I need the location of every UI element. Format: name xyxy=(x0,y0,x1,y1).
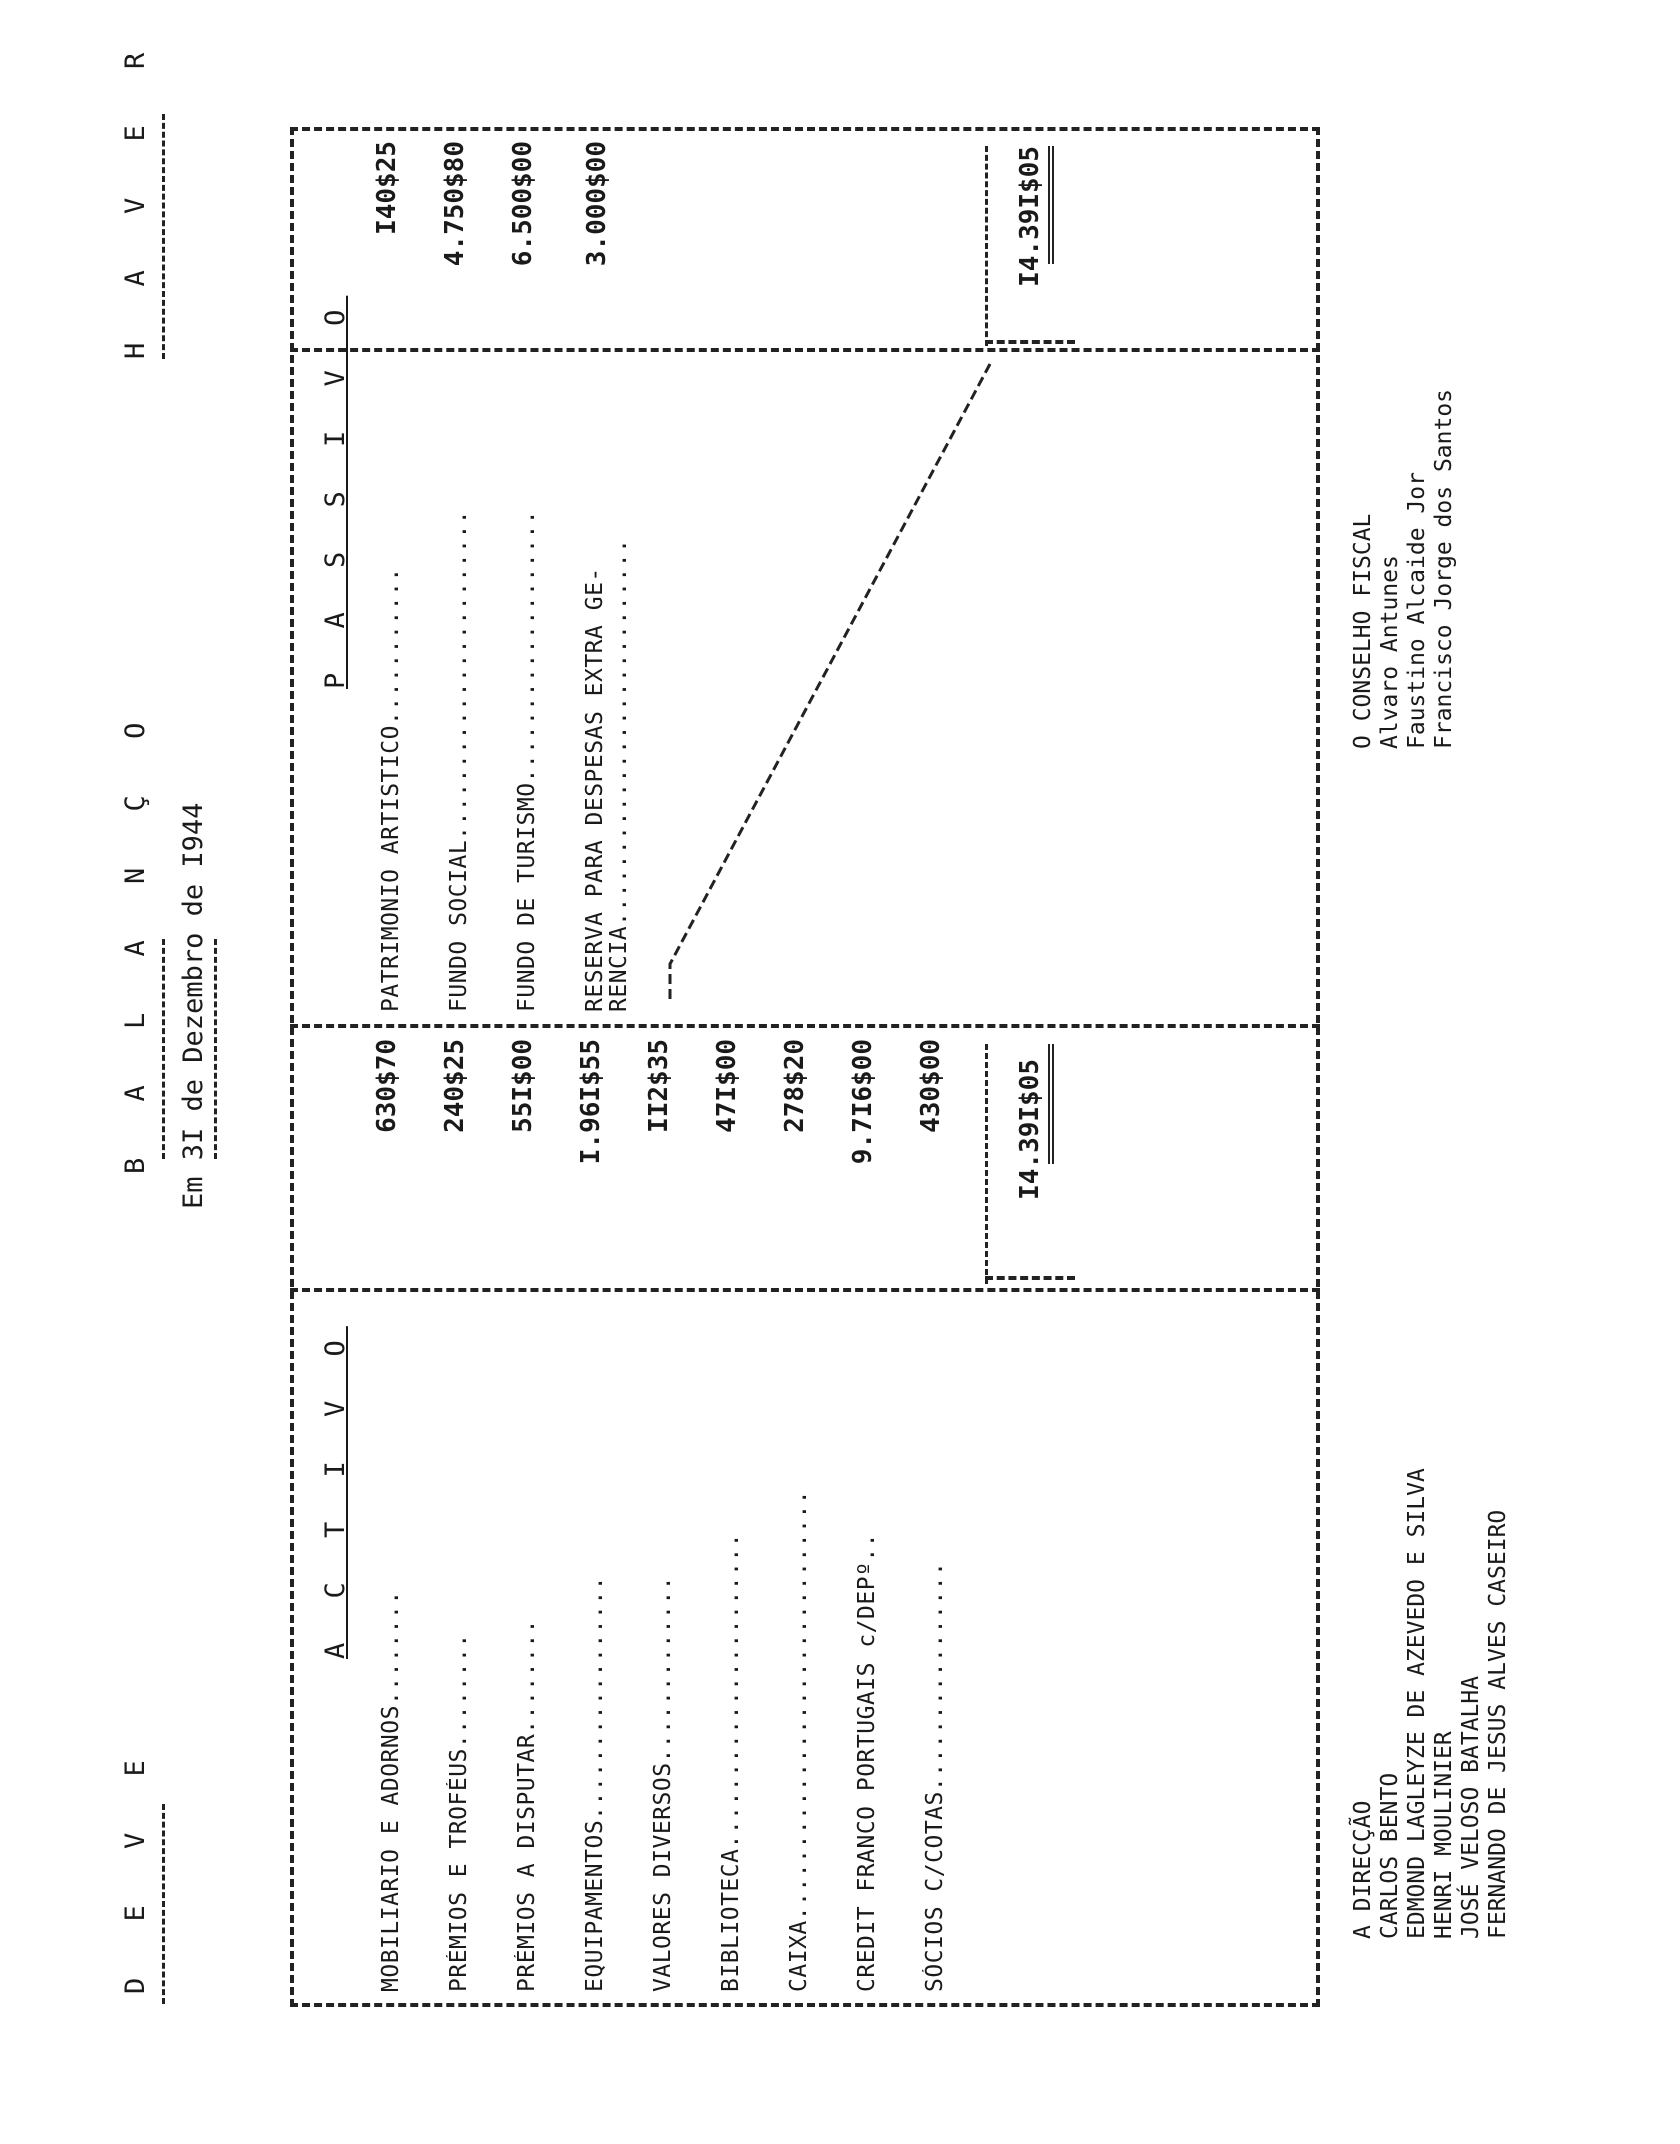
signature-line: HENRI MOULINIER xyxy=(1431,1731,1457,1939)
passivo-total: I4.39I$05 xyxy=(1015,146,1045,287)
activo-row-value: I.96I$55 xyxy=(576,1039,606,1165)
activo-row-label: SÓCIOS C/COTAS................ xyxy=(922,1561,948,1992)
activo-total-rule-top xyxy=(985,1044,988,1284)
passivo-total-rule-top xyxy=(985,146,988,346)
passivo-row-value: I40$25 xyxy=(372,141,402,235)
conselho-fiscal-signatures xyxy=(1350,389,1458,749)
passivo-row-value: 6.500$00 xyxy=(508,141,538,267)
passivo-row-label: FUNDO SOCIAL....................... xyxy=(446,509,472,1012)
activo-row-value: 240$25 xyxy=(440,1039,470,1133)
passivo-value-separator xyxy=(290,348,1320,352)
passivo-row-label: RESERVA PARA DESPESAS EXTRA GE- xyxy=(582,567,608,1012)
passivo-row-value: 4.750$80 xyxy=(440,141,470,267)
activo-row-value: II2$35 xyxy=(644,1039,674,1133)
title-underline xyxy=(162,939,165,1159)
signature-line: A DIRECÇÃO xyxy=(1350,1800,1376,1939)
signature-line: EDMOND LAGLEYZE DE AZEVEDO E SILVA xyxy=(1404,1468,1430,1939)
activo-row-label: EQUIPAMENTOS................. xyxy=(582,1575,608,1992)
direccao-signatures xyxy=(1350,1468,1512,1939)
signature-line: FERNANDO DE JESUS ALVES CASEIRO xyxy=(1485,1509,1511,1939)
signature-line: Alvaro Antunes xyxy=(1377,555,1403,749)
activo-total-double-rule xyxy=(1048,1044,1054,1164)
passivo-total-double-rule xyxy=(1048,146,1054,264)
passivo-row-label: FUNDO DE TURISMO................... xyxy=(514,509,540,1012)
activo-value-separator xyxy=(290,1288,1320,1292)
activo-title: A C T I V O xyxy=(320,1326,351,1659)
activo-row-label: BIBLIOTECA...................... xyxy=(718,1532,744,1992)
activo-row-label: CREDIT FRANCO PORTUGAIS c/DEPº.. xyxy=(854,1532,880,1992)
passivo-row-value: 3.000$00 xyxy=(582,141,612,267)
date-underline xyxy=(214,939,217,1159)
document-title: B A L A N Ç O xyxy=(120,702,151,1174)
haver-heading: H A V E R xyxy=(120,32,151,359)
activo-row-value: 630$70 xyxy=(372,1039,402,1133)
activo-row-label: VALORES DIVERSOS............. xyxy=(650,1575,676,1992)
haver-underline xyxy=(162,114,165,359)
deve-underline xyxy=(162,1804,165,2004)
signature-line: Faustino Alcaide Jor xyxy=(1404,472,1430,749)
activo-row-value: 278$20 xyxy=(780,1039,810,1133)
activo-row-value: 55I$00 xyxy=(508,1039,538,1133)
signature-line: CARLOS BENTO xyxy=(1377,1772,1403,1939)
center-separator xyxy=(290,1024,1320,1028)
signature-line: O CONSELHO FISCAL xyxy=(1350,513,1376,749)
activo-row-value: 47I$00 xyxy=(712,1039,742,1133)
passivo-row-label-continued: RENCIA........................... xyxy=(606,538,632,1012)
activo-total: I4.39I$05 xyxy=(1015,1059,1045,1200)
document-date: Em 3I de Dezembro de I944 xyxy=(178,802,209,1209)
activo-row-value: 430$00 xyxy=(916,1039,946,1133)
activo-row-label: PRÉMIOS A DISPUTAR........ xyxy=(514,1618,540,1992)
activo-row-label: MOBILIARIO E ADORNOS........ xyxy=(378,1590,404,1992)
signature-line: JOSÉ VELOSO BATALHA xyxy=(1458,1675,1484,1939)
signature-line: Francisco Jorge dos Santos xyxy=(1431,388,1457,749)
activo-row-label: PRÉMIOS E TROFÉUS........ xyxy=(446,1633,472,1992)
passivo-title: P A S S I V O xyxy=(320,295,351,689)
activo-row-value: 9.7I6$00 xyxy=(848,1039,878,1165)
passivo-row-label: PATRIMONIO ARTISTICO........... xyxy=(378,567,404,1012)
activo-row-label: CAIXA.............................. xyxy=(786,1489,812,1992)
deve-heading: D E V E xyxy=(120,1740,151,1994)
